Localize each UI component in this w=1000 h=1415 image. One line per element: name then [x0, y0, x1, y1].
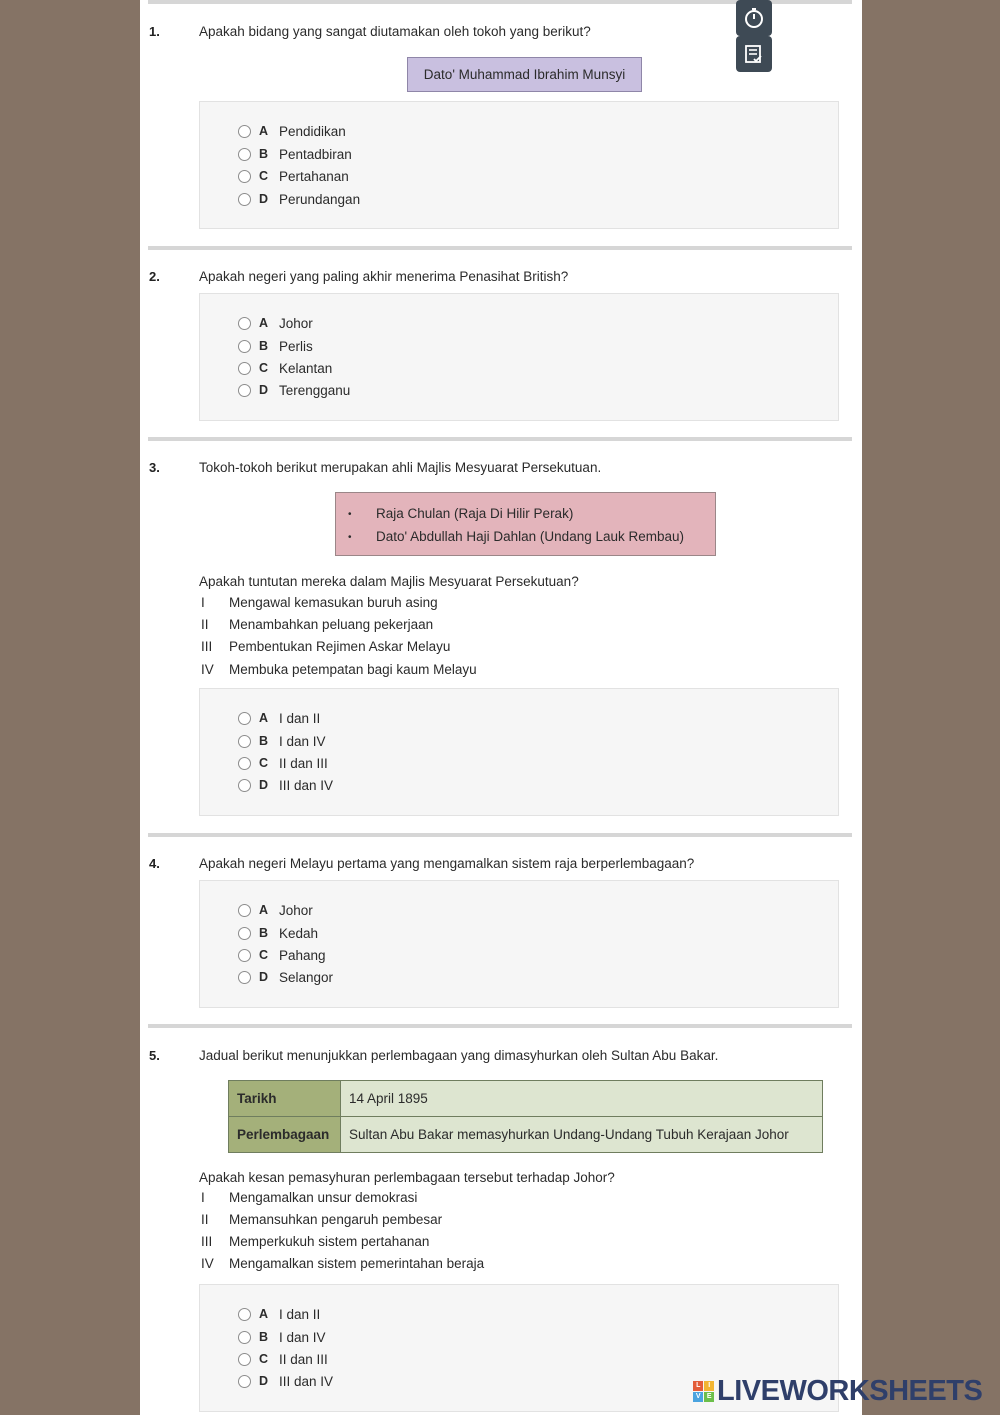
timer-button[interactable] [736, 0, 772, 36]
statement: I Mengawal kemasukan buruh asing [201, 595, 438, 610]
option-4d[interactable]: D Selangor [238, 967, 333, 987]
radio-button[interactable] [238, 904, 251, 917]
radio-button[interactable] [238, 193, 251, 206]
option-3c[interactable]: C II dan III [238, 753, 328, 773]
question-4-text: Apakah negeri Melayu pertama yang mengamalkan sistem raja berperlembagaan? [199, 856, 695, 871]
statement: IV Mengamalkan sistem pemerintahan beraja [201, 1256, 485, 1271]
radio-button[interactable] [238, 1353, 251, 1366]
question-1-text: Apakah bidang yang sangat diutamakan oleh tokoh yang berikut? [199, 24, 591, 39]
statement: IV Membuka petempatan bagi kaum Melayu [201, 662, 477, 677]
radio-button[interactable] [238, 971, 251, 984]
option-4b[interactable]: B Kedah [238, 923, 318, 943]
option-2c[interactable]: C Kelantan [238, 358, 332, 378]
question-1-number: 1. [149, 24, 160, 39]
radio-button[interactable] [238, 170, 251, 183]
option-1d[interactable]: D Perundangan [238, 189, 360, 209]
radio-button[interactable] [238, 735, 251, 748]
radio-button[interactable] [238, 125, 251, 138]
radio-button[interactable] [238, 384, 251, 397]
radio-button[interactable] [238, 757, 251, 770]
radio-button[interactable] [238, 949, 251, 962]
question-3-text: Tokoh-tokoh berikut merupakan ahli Majlis Mesyuarat Persekutuan. [199, 460, 602, 475]
option-3b[interactable]: B I dan IV [238, 731, 326, 751]
option-1b[interactable]: B Pentadbiran [238, 144, 352, 164]
question-2-number: 2. [149, 269, 160, 284]
figure-bullet: Raja Chulan (Raja Di Hilir Perak) [376, 506, 574, 521]
radio-button[interactable] [238, 340, 251, 353]
radio-button[interactable] [238, 779, 251, 792]
option-4c[interactable]: C Pahang [238, 945, 326, 965]
timer-icon [742, 6, 766, 30]
option-1c[interactable]: C Pertahanan [238, 166, 349, 186]
statement: I Mengamalkan unsur demokrasi [201, 1190, 418, 1205]
liveworksheets-logo [693, 1374, 982, 1408]
checklist-icon [742, 42, 766, 66]
question-5-subquestion: Apakah kesan pemasyhuran perlembagaan tersebut terhadap Johor? [199, 1170, 615, 1185]
separator [148, 246, 852, 250]
option-4a[interactable]: A Johor [238, 900, 313, 920]
question-5-table [228, 1080, 823, 1153]
table-row [229, 1117, 823, 1153]
table-header-cell: Tarikh [229, 1081, 341, 1117]
table-value-cell: 14 April 1895 [341, 1081, 823, 1117]
question-2-options [199, 293, 839, 421]
table-header-cell: Perlembagaan [229, 1117, 341, 1153]
question-4-number: 4. [149, 856, 160, 871]
radio-button[interactable] [238, 1375, 251, 1388]
question-5-number: 5. [149, 1048, 160, 1063]
option-1a[interactable]: A Pendidikan [238, 121, 346, 141]
option-5b[interactable]: B I dan IV [238, 1327, 326, 1347]
option-2d[interactable]: D Terengganu [238, 380, 350, 400]
question-5-text: Jadual berikut menunjukkan perlembagaan yang dimasyhurkan oleh Sultan Abu Bakar. [199, 1048, 719, 1063]
option-2b[interactable]: B Perlis [238, 336, 313, 356]
option-5a[interactable]: A I dan II [238, 1304, 320, 1324]
option-3d[interactable]: D III dan IV [238, 775, 333, 795]
separator [148, 833, 852, 837]
statement: III Memperkukuh sistem pertahanan [201, 1234, 430, 1249]
radio-button[interactable] [238, 927, 251, 940]
statement: II Memansuhkan pengaruh pembesar [201, 1212, 443, 1227]
question-1-options [199, 101, 839, 229]
logo-text: LIVEWORKSHEETS [717, 1374, 983, 1407]
radio-button[interactable] [238, 148, 251, 161]
separator [148, 437, 852, 441]
figure-bullet: Dato' Abdullah Haji Dahlan (Undang Lauk Rembau) [376, 529, 685, 544]
option-5c[interactable]: C II dan III [238, 1349, 328, 1369]
radio-button[interactable] [238, 362, 251, 375]
option-2a[interactable]: A Johor [238, 313, 313, 333]
statement: II Menambahkan peluang pekerjaan [201, 617, 434, 632]
question-3-options [199, 688, 839, 816]
question-1-figure: Dato' Muhammad Ibrahim Munsyi [407, 57, 642, 92]
radio-button[interactable] [238, 1308, 251, 1321]
radio-button[interactable] [238, 712, 251, 725]
table-row [229, 1081, 823, 1117]
table-value-cell: Sultan Abu Bakar memasyhurkan Undang-Undang Tubuh Kerajaan Johor [341, 1117, 823, 1153]
statement: III Pembentukan Rejimen Askar Melayu [201, 639, 451, 654]
checklist-button[interactable] [736, 36, 772, 72]
option-5d[interactable]: D III dan IV [238, 1371, 333, 1391]
option-3a[interactable]: A I dan II [238, 708, 320, 728]
radio-button[interactable] [238, 1331, 251, 1344]
separator [148, 1024, 852, 1028]
question-3-number: 3. [149, 460, 160, 475]
question-2-text: Apakah negeri yang paling akhir menerima Penasihat British? [199, 269, 569, 284]
logo-mark: L I V E [693, 1381, 714, 1402]
question-4-options [199, 880, 839, 1008]
question-3-figure: • Raja Chulan (Raja Di Hilir Perak) • Dato' Abdullah Haji Dahlan (Undang Lauk Rembau) [335, 492, 716, 556]
radio-button[interactable] [238, 317, 251, 330]
question-3-subquestion: Apakah tuntutan mereka dalam Majlis Mesyuarat Persekutuan? [199, 574, 579, 589]
